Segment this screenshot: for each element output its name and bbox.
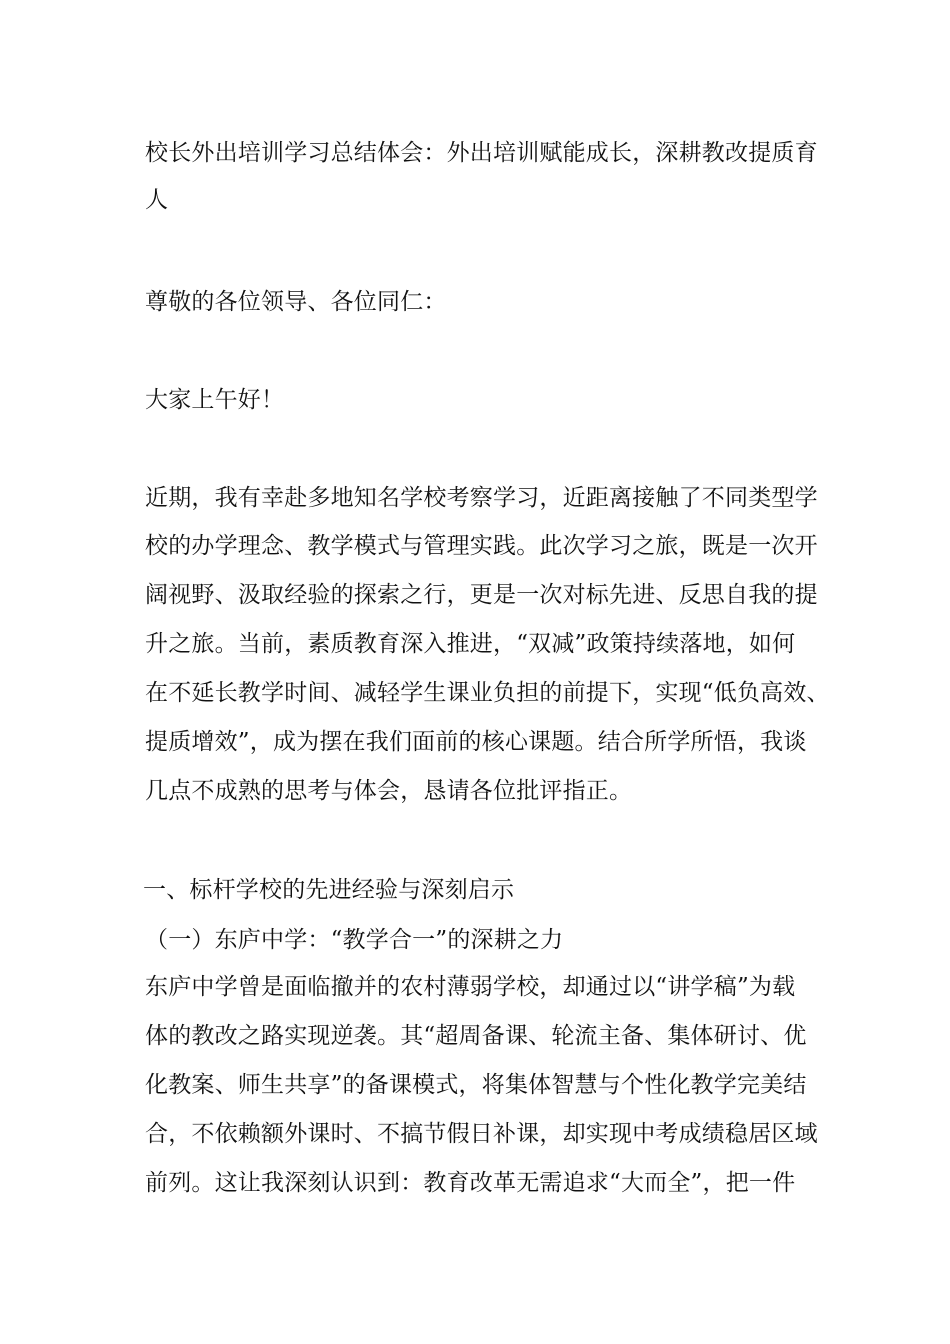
body-paragraph-line: 东庐中学曾是面临撤并的农村薄弱学校，却通过以“讲学稿”为载 bbox=[145, 974, 796, 1000]
intro-paragraph-line: 近期，我有幸赴多地知名学校考察学习，近距离接触了不同类型学 bbox=[145, 485, 818, 511]
intro-paragraph-line: 几点不成熟的思考与体会，恳请各位批评指正。 bbox=[145, 778, 633, 804]
document-title-line-2: 人 bbox=[145, 187, 169, 213]
body-paragraph-line: 化教案、师生共享”的备课模式，将集体智慧与个性化教学完美结 bbox=[145, 1072, 807, 1098]
greeting: 大家上午好！ bbox=[145, 387, 285, 413]
intro-paragraph-line: 在不延长教学时间、减轻学生课业负担的前提下，实现“低负高效、 bbox=[145, 680, 830, 706]
intro-paragraph-line: 校的办学理念、教学模式与管理实践。此次学习之旅，既是一次开 bbox=[145, 533, 818, 559]
salutation: 尊敬的各位领导、各位同仁： bbox=[145, 289, 447, 315]
section-heading: 一、标杆学校的先进经验与深刻启示 bbox=[143, 877, 515, 903]
subsection-heading: （一）东庐中学：“教学合一”的深耕之力 bbox=[145, 927, 564, 953]
intro-paragraph-line: 阔视野、汲取经验的探索之行，更是一次对标先进、反思自我的提 bbox=[145, 582, 818, 608]
body-paragraph-line: 体的教改之路实现逆袭。其“超周备课、轮流主备、集体研讨、优 bbox=[145, 1023, 807, 1049]
intro-paragraph-line: 升之旅。当前，素质教育深入推进，“双减”政策持续落地，如何 bbox=[145, 631, 796, 657]
body-paragraph-line: 合，不依赖额外课时、不搞节假日补课，却实现中考成绩稳居区域 bbox=[145, 1121, 818, 1147]
document-title-line-1: 校长外出培训学习总结体会：外出培训赋能成长，深耕教改提质育 bbox=[145, 140, 818, 166]
body-paragraph-line: 前列。这让我深刻认识到：教育改革无需追求“大而全”，把一件 bbox=[145, 1170, 796, 1196]
intro-paragraph-line: 提质增效”，成为摆在我们面前的核心课题。结合所学所悟，我谈 bbox=[145, 729, 807, 755]
